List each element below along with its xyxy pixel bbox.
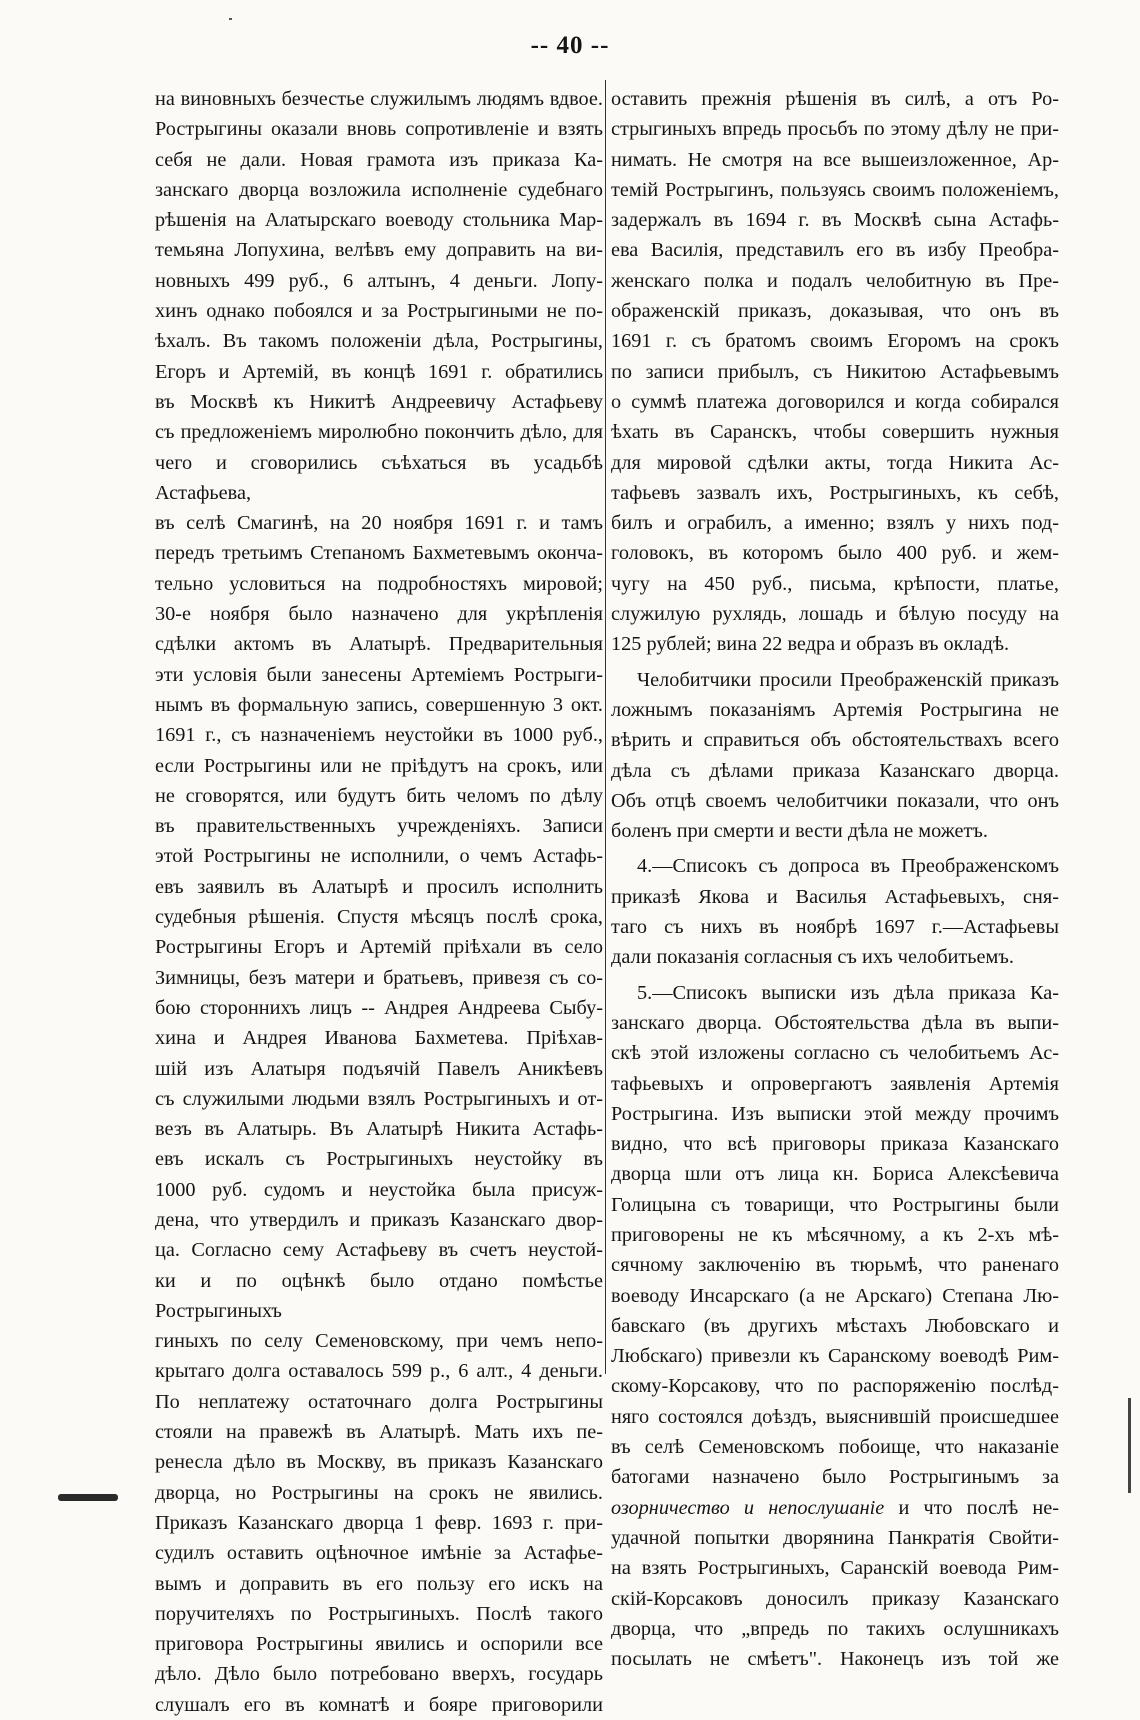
text-line: въ Москвѣ къ Никитѣ Андреевичу Астафьеву <box>155 390 603 413</box>
text-line: новныхъ 499 руб., 6 алтынъ, 4 деньги. Лопу- <box>155 269 603 292</box>
text-line: евъ заявилъ въ Алатырѣ и просилъ исполнить <box>155 875 603 898</box>
text-line: тельно условиться на подробностяхъ мировой; <box>155 572 603 595</box>
text-line: боленъ при смерти и вести дѣла не можетъ. <box>611 820 988 843</box>
text-line: оставить прежнія рѣшенія въ силѣ, а отъ Ро- <box>611 88 1059 110</box>
text-line: скому-Корсакову, что по распоряженію послѣд- <box>611 1375 1059 1398</box>
text-line: бавскаго (въ другихъ мѣстахъ Любовскаго и <box>611 1314 1059 1337</box>
text-line: чугу на 450 руб., письма, крѣпости, платье, <box>611 572 1059 595</box>
text-line: 1000 руб. судомъ и неустойка была присуж- <box>155 1178 603 1201</box>
text-line: дворца, но Рострыгины на срокъ не явились. <box>155 1481 603 1504</box>
text-line: стрыгиныхъ впредь просьбъ по этому дѣлу не при- <box>611 118 1059 141</box>
text-line: видно, что всѣ приговоры приказа Казанскаго <box>611 1133 1059 1156</box>
italic-text: озорничество и непослушаніе <box>611 1496 885 1519</box>
column-divider <box>605 80 606 1374</box>
text-line: съ предложеніемъ миролюбно покончить дѣло, для <box>155 421 603 444</box>
text-run: батогами назначено было Рострыгинымъ за <box>611 1466 1059 1489</box>
text-line: дена, что утвердилъ и приказъ Казанскаго двор- <box>155 1208 603 1231</box>
text-line: посылать не смѣетъ". Наконецъ изъ той же <box>611 1648 1059 1671</box>
text-line: Челобитчики просили Преображенскій приказъ <box>637 668 1059 691</box>
text-line: 5.—Списокъ выписки изъ дѣла приказа Ка- <box>637 981 1059 1004</box>
text-line: стояли на правежѣ въ Алатырѣ. Мать ихъ пе- <box>155 1421 603 1444</box>
text-line: воеводу Инсарскаго (а не Арскаго) Степана Лю- <box>611 1284 1059 1307</box>
text-line: скѣ этой изложены согласно съ челобитьемъ Ас- <box>611 1042 1059 1065</box>
text-line: удачной попытки дворянина Панкратія Свойти- <box>611 1526 1059 1549</box>
text-run: и что послѣ не- <box>898 1496 1060 1519</box>
text-line: ображенскій приказъ, доказывая, что онъ въ <box>611 300 1059 323</box>
text-line: таго съ нихъ въ ноябрѣ 1697 г.—Астафьевы <box>611 916 1059 939</box>
left-column <box>155 84 603 1716</box>
right-column <box>611 84 1060 1671</box>
text-line: ренесла дѣло въ Москву, въ приказъ Казанскаго <box>155 1451 603 1474</box>
text-line: нымъ въ формальную запись, совершенную 3 окт. <box>155 693 603 716</box>
text-line: Приказъ Казанскаго дворца 1 февр. 1693 г. при- <box>155 1511 603 1534</box>
text-line: гиныхъ по селу Семеновскому, при чемъ непо- <box>155 1330 603 1353</box>
text-line: скій-Корсаковъ доносилъ приказу Казанскаго <box>611 1587 1059 1610</box>
text-line: этой Рострыгины не исполнили, о чемъ Астафь- <box>155 845 603 868</box>
text-line: Егоръ и Артемій, въ концѣ 1691 г. обратились <box>155 360 603 383</box>
text-line: чего и сговорились съѣхаться въ усадьбѣ Астафьева, <box>155 451 603 504</box>
text-line: дѣла съ дѣлами приказа Казанскаго дворца. <box>611 759 1059 782</box>
text-line: ложнымъ показаніямъ Артемія Рострыгина не <box>611 698 1059 721</box>
text-line: темій Рострыгинъ, пользуясь своимъ положеніемъ, <box>611 178 1059 201</box>
text-line: Голицына съ товарищи, что Рострыгины были <box>611 1193 1059 1216</box>
scan-edge-mark <box>1128 1398 1131 1493</box>
text-line: Зимницы, безъ матери и братьевъ, привезя съ со- <box>155 966 603 989</box>
text-line: хина и Андрея Иванова Бахметева. Пріѣхав- <box>155 1027 603 1050</box>
text-line: 30-е ноября было назначено для укрѣпленія <box>155 603 603 626</box>
text-line: 125 рублей; вина 22 ведра и образъ въ окладѣ. <box>611 633 1010 656</box>
text-line: везъ въ Алатырь. Въ Алатырѣ Никита Астафь- <box>155 1118 603 1141</box>
text-line: ѣхалъ. Въ такомъ положеніи дѣла, Рострыгины, <box>155 330 603 353</box>
text-line: въ селѣ Семеновскомъ побоище, что наказаніе <box>611 1436 1059 1459</box>
text-line: на взять Рострыгиныхъ, Саранскій воевода Рим- <box>611 1557 1059 1580</box>
text-line: няго состоялся доѣздъ, выяснившій происшедшее <box>611 1405 1059 1428</box>
text-line: сдѣлки актомъ въ Алатырѣ. Предварительныя <box>155 633 603 656</box>
text-line: дали показанія согласныя съ ихъ челобитьемъ. <box>611 946 1014 969</box>
text-line: дѣло. Дѣло было потребовано вверхъ, государь <box>155 1663 603 1686</box>
text-line: вымъ и доправить въ его пользу его искъ на <box>155 1572 603 1595</box>
text-line: 1691 г., съ назначеніемъ неустойки въ 1000 руб., <box>155 724 603 747</box>
text-line: занскаго дворца возложила исполненіе судебнаго <box>155 178 603 201</box>
text-line: эти условія были занесены Артеміемъ Рострыги- <box>155 663 603 686</box>
text-line: женскаго полка и подалъ челобитную въ Пре- <box>611 269 1059 292</box>
text-line: о суммѣ платежа договорился и когда собирался <box>611 390 1059 413</box>
text-line: слушалъ его въ комнатѣ и бояре приговорили <box>155 1693 603 1716</box>
text-line: Объ отцѣ своемъ челобитчики показали, что онъ <box>611 789 1059 812</box>
text-line: себя не дали. Новая грамота изъ приказа Ка- <box>155 148 603 171</box>
margin-speck <box>229 18 232 20</box>
text-line: шій изъ Алатыря подъячій Павелъ Аникѣевъ <box>155 1057 603 1080</box>
text-line: судебныя рѣшенія. Спустя мѣсяцъ послѣ срока, <box>155 906 603 929</box>
text-line: дворца шли отъ лица кн. Бориса Алексѣевича <box>611 1163 1059 1186</box>
text-line: съ служилыми людьми взялъ Рострыгиныхъ и от- <box>155 1087 603 1110</box>
page-number: -- 40 -- <box>530 32 610 59</box>
text-line: евъ искалъ съ Рострыгиныхъ неустойку въ <box>155 1148 603 1171</box>
text-line: Любскаго) привезли къ Саранскому воеводѣ Рим- <box>611 1345 1059 1368</box>
text-line: судилъ оставить оцѣночное имѣніе за Астафье- <box>155 1542 603 1565</box>
text-line: въ селѣ Смагинѣ, на 20 ноября 1691 г. и тамъ <box>155 512 603 535</box>
text-line: Рострыгина. Изъ выписки этой между прочимъ <box>611 1102 1059 1125</box>
scan-smudge <box>58 1494 118 1501</box>
text-line: вѣрить и справиться объ обстоятельствахъ всего <box>611 729 1059 752</box>
text-line: приговора Рострыгины явились и оспорили все <box>155 1633 603 1656</box>
text-line: служилую рухлядь, лошадь и бѣлую посуду на <box>611 603 1059 626</box>
text-line: тафьевъ зазвалъ ихъ, Рострыгиныхъ, къ себѣ, <box>611 481 1059 504</box>
text-line: ца. Согласно сему Астафьеву въ счетъ неустой- <box>155 1239 603 1262</box>
text-line: дворца, что „впредь по такихъ ослушникахъ <box>611 1617 1059 1640</box>
text-line: хинъ однако побоялся и за Рострыгиными не по- <box>155 300 603 323</box>
text-line: сячному заключенію въ тюрьмѣ, что раненаго <box>611 1254 1059 1277</box>
text-line: приговорены не къ мѣсячному, а къ 2-хъ мѣ- <box>611 1223 1059 1246</box>
text-line: головокъ, въ которомъ было 400 руб. и жем- <box>611 542 1059 565</box>
text-line: нимать. Не смотря на все вышеизложенное, Ар- <box>611 148 1059 171</box>
text-line: ки и по оцѣнкѣ было отдано помѣстье Рострыгиныхъ <box>155 1269 603 1322</box>
text-line: темьяна Лопухина, велѣвъ ему доправить на ви- <box>155 239 603 262</box>
text-line: на виновныхъ безчестье служилымъ людямъ вдвое. <box>155 88 603 110</box>
text-line: крытаго долга оставалось 599 р., 6 алт., 4 деньги. <box>155 1360 603 1383</box>
text-line: въ правительственныхъ учрежденіяхъ. Записи <box>155 815 603 838</box>
text-line: приказѣ Якова и Василья Астафьевыхъ, сня- <box>611 885 1059 908</box>
text-line <box>611 1462 1059 1523</box>
text-line: Рострыгины оказали вновь сопротивленіе и взять <box>155 118 603 141</box>
text-line: бою стороннихъ лицъ -- Андрея Андреева Сыбу- <box>155 996 603 1019</box>
text-line: 1691 г. съ братомъ своимъ Егоромъ на срокъ <box>611 330 1059 353</box>
text-line: ѣхать въ Саранскъ, чтобы совершить нужныя <box>611 421 1059 444</box>
text-line: если Рострыгины или не пріѣдутъ на срокъ, или <box>155 754 603 777</box>
text-line: билъ и ограбилъ, а именно; взялъ у нихъ под- <box>611 512 1059 535</box>
text-line: По неплатежу остаточнаго долга Рострыгины <box>155 1390 603 1413</box>
text-line: Рострыгины Егоръ и Артемій пріѣхали въ село <box>155 936 603 959</box>
text-line: тафьевыхъ и опровергаютъ заявленія Артемія <box>611 1072 1059 1095</box>
text-line: 4.—Списокъ съ допроса въ Преображенскомъ <box>637 855 1059 878</box>
text-line: передъ третьимъ Степаномъ Бахметевымъ оконча- <box>155 542 603 565</box>
text-line: занскаго дворца. Обстоятельства дѣла въ выпи- <box>611 1011 1059 1034</box>
text-line: рѣшенія на Алатырскаго воеводу стольника Мар- <box>155 209 603 232</box>
text-line: для мировой сдѣлки акты, тогда Никита Ас- <box>611 451 1059 474</box>
text-line: по записи прибылъ, съ Никитою Астафьевымъ <box>611 360 1059 383</box>
text-line: ева Василія, представилъ его въ избу Преобра- <box>611 239 1059 262</box>
text-line: не сговорятся, или будутъ бить челомъ по дѣлу <box>155 784 603 807</box>
text-line: задержалъ въ 1694 г. въ Москвѣ сына Астафь- <box>611 209 1059 232</box>
text-line: поручителяхъ по Рострыгиныхъ. Послѣ такого <box>155 1602 603 1625</box>
